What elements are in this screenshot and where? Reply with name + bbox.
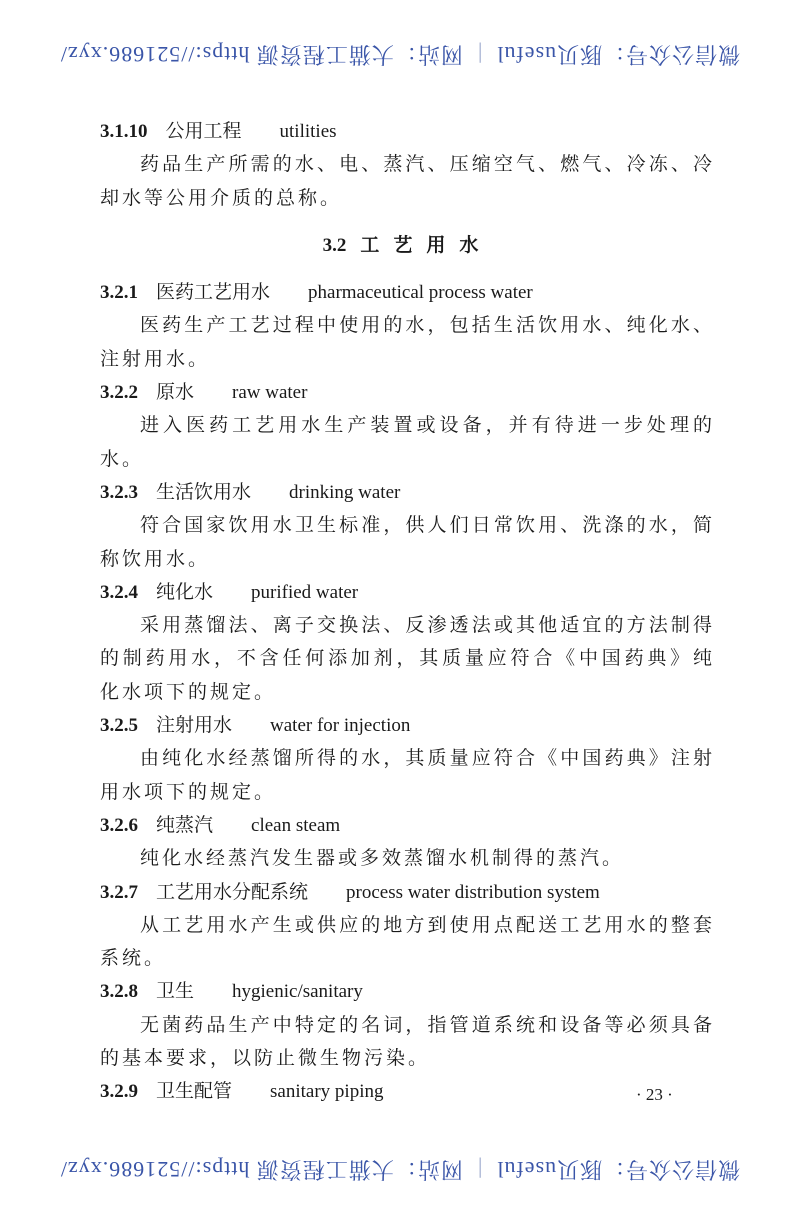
term-definition: 医药生产工艺过程中使用的水，包括生活饮用水、纯化水、注射用水。 [100, 314, 715, 370]
term-entry [100, 809, 715, 842]
term-number: 3.1.10 [100, 121, 148, 142]
term-english: process water distribution system [346, 881, 600, 903]
term-english: hygienic/sanitary [232, 981, 363, 1003]
term-number: 3.2.9 [100, 1081, 138, 1103]
term-definition: 从工艺用水产生或供应的地方到使用点配送工艺用水的整套系统。 [100, 913, 715, 970]
term-definition: 药品生产所需的水、电、蒸汽、压缩空气、燃气、冷冻、冷却水等公用介质的总称。 [100, 153, 715, 209]
document-body [100, 115, 715, 1109]
term-chinese: 注射用水 [156, 714, 233, 737]
term-chinese: 原水 [156, 381, 195, 404]
term-english: drinking water [289, 481, 401, 503]
term-entry [100, 115, 715, 148]
term-number: 3.2.3 [100, 481, 138, 503]
term-number: 3.2.2 [100, 382, 138, 404]
watermark-top [0, 40, 800, 71]
term-chinese: 卫生配管 [156, 1080, 233, 1103]
term-number: 3.2.8 [100, 981, 138, 1003]
watermark-right: 网站：大猫工程资源 https://521686.xyz/ [59, 1157, 463, 1182]
term-chinese: 生活饮用水 [156, 480, 252, 503]
term-english: raw water [232, 382, 308, 404]
section-heading [100, 229, 715, 262]
term-entry [100, 576, 715, 609]
term-english: utilities [279, 121, 337, 142]
term-chinese: 纯化水 [156, 580, 214, 603]
watermark-separator: | [476, 1157, 483, 1182]
term-entry [100, 376, 715, 409]
term-english: pharmaceutical process water [308, 282, 533, 304]
watermark-bottom [0, 1155, 800, 1186]
term-definition: 进入医药工艺用水生产装置或设备，并有待进一步处理的水。 [100, 414, 715, 470]
section-title: 工艺用水 [360, 233, 493, 256]
watermark-right: 网站：大猫工程资源 https://521686.xyz/ [59, 42, 463, 67]
term-definition: 纯化水经蒸汽发生器或多效蒸馏水机制得的蒸汽。 [140, 847, 625, 870]
term-entry [100, 1075, 715, 1108]
term-english: clean steam [251, 814, 341, 836]
term-definition: 符合国家饮用水卫生标准，供人们日常饮用、洗涤的水，简称饮用水。 [100, 514, 715, 570]
page-number: · 23 · [636, 1085, 673, 1104]
term-chinese: 工艺用水分配系统 [156, 880, 309, 903]
term-definition: 无菌药品生产中特定的名词，指管道系统和设备等必须具备的基本要求，以防止微生物污染。 [100, 1013, 715, 1070]
term-entry [100, 476, 715, 509]
term-number: 3.2.4 [100, 581, 138, 603]
term-english: water for injection [270, 715, 411, 737]
term-chinese: 公用工程 [165, 120, 242, 142]
term-number: 3.2.1 [100, 282, 138, 304]
term-entry [100, 876, 715, 909]
term-number: 3.2.5 [100, 715, 138, 737]
watermark-left: 微信公众号：豚贝useful [496, 42, 741, 67]
term-definition: 由纯化水经蒸馏所得的水，其质量应符合《中国药典》注射用水项下的规定。 [100, 747, 715, 803]
term-english: sanitary piping [270, 1081, 384, 1103]
term-chinese: 医药工艺用水 [156, 281, 271, 304]
term-chinese: 卫生 [156, 980, 195, 1003]
watermark-left: 微信公众号：豚贝useful [496, 1157, 741, 1182]
section-number: 3.2 [322, 234, 347, 256]
term-entry [100, 276, 715, 309]
term-english: purified water [251, 581, 359, 603]
term-number: 3.2.6 [100, 814, 138, 836]
term-definition: 采用蒸馏法、离子交换法、反渗透法或其他适宜的方法制得的制药用水，不含任何添加剂，其质量应符合《中国药典》纯化水项下的规定。 [100, 614, 715, 703]
term-chinese: 纯蒸汽 [156, 813, 214, 836]
term-number: 3.2.7 [100, 881, 138, 903]
term-entry [100, 709, 715, 742]
term-entry [100, 975, 715, 1008]
watermark-separator: | [476, 42, 483, 67]
